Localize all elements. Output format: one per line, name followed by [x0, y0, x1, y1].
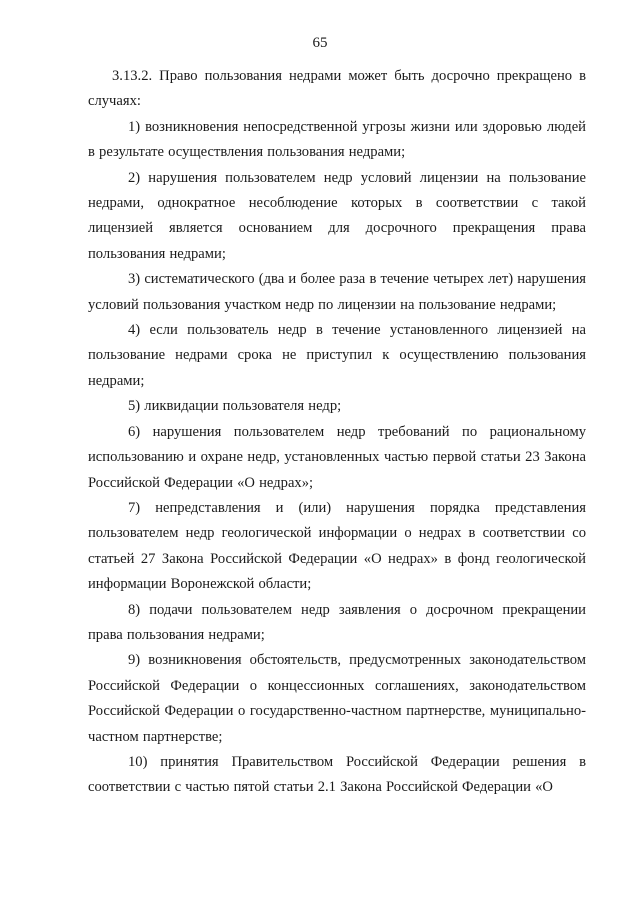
section-heading-3-13-2: 3.13.2. Право пользования недрами может быть досрочно прекращено в случаях:	[88, 68, 586, 110]
list-item-3: 3) систематического (два и более раза в течение четырех лет) нарушения условий пользования участком недр по лицензии на пользование недрами;	[88, 271, 586, 313]
list-item-10: 10) принятия Правительством Российской Федерации решения в соответствии с частью пятой статьи 2.1 Закона Российской Федерации «О	[88, 753, 586, 796]
list-item-7: 7) непредставления и (или) нарушения порядка представления пользователем недр геологической информации о недрах в соответствии со статьей 27 Закона Российской Федерации «О недрах» в фонд геологической информации Воронежской области;	[88, 499, 586, 593]
list-item-5: 5) ликвидации пользователя недр;	[128, 398, 342, 415]
list-item-4: 4) если пользователь недр в течение установленного лицензией на пользование недрами срока не приступил к осуществлению пользования недрами;	[88, 322, 586, 389]
list-item-8: 8) подачи пользователем недр заявления о досрочном прекращении права пользования недрами;	[88, 601, 586, 643]
list-item-2: 2) нарушения пользователем недр условий лицензии на пользование недрами, однократное несоблюдение которых в соответствии с такой лицензией является основанием для досрочного прекращения права пользования недрами;	[88, 169, 586, 262]
document-body	[88, 64, 586, 801]
page-number: 65	[312, 35, 328, 51]
list-item-9: 9) возникновения обстоятельств, предусмотренных законодательством Российской Федерации о концессионных соглашениях, законодательством Российской Федерации о государственно-частном партнерстве, муниципально-частном партнерстве;	[88, 652, 586, 745]
list-item-6: 6) нарушения пользователем недр требований по рациональному использованию и охране недр, установленных частью первой статьи 23 Закона Российской Федерации «О недрах»;	[88, 423, 586, 491]
list-item-1: 1) возникновения непосредственной угрозы жизни или здоровью людей в результате осуществления пользования недрами;	[88, 118, 586, 161]
